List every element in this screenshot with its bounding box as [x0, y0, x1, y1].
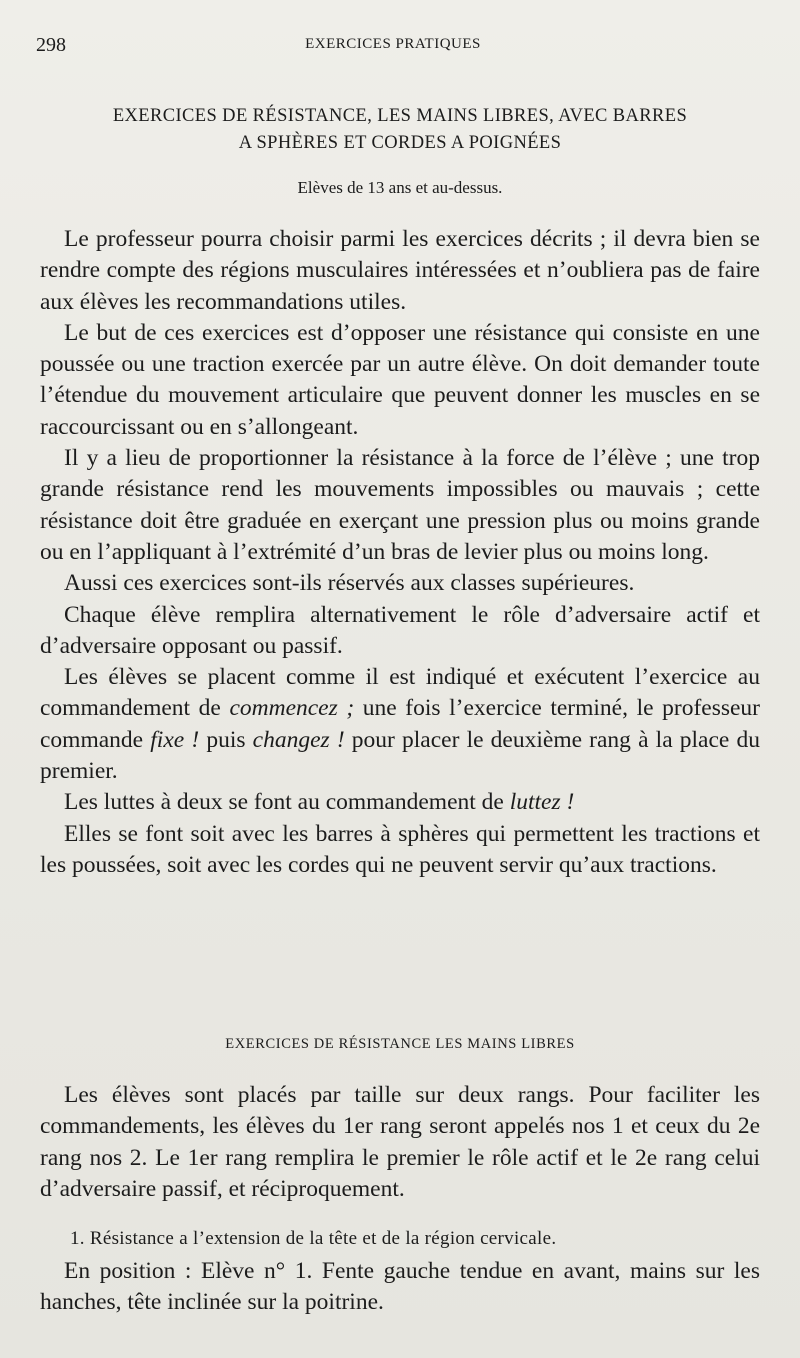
paragraph-6-text-c: puis	[199, 726, 253, 753]
exercise-1-heading: 1. Résistance a l’extension de la tête et de la région cervicale.	[70, 1228, 557, 1249]
paragraph-7	[40, 787, 760, 818]
paragraph-3: Il y a lieu de proportionner la résistance à la force de l’élève ; une trop grande résistance rend les mouvements impossibles ou mauvais ; cette résistance doit être graduée en exerçant une pression plus ou moins grande ou en l’appliquant à l’extrémité d’un bras de levier plus ou moins long.	[40, 445, 760, 565]
subsection-paragraph: Les élèves sont placés par taille sur deux rangs. Pour faciliter les commandements, les élèves du 1er rang seront appelés nos 1 et ceux du 2e rang nos 2. Le 1er rang remplira le premier le rôle actif et le 2e rang celui d’adversaire passif, et réciproquement.	[40, 1082, 760, 1202]
command-fixe: fixe !	[150, 726, 200, 753]
paragraph-1: Le professeur pourra choisir parmi les exercices décrits ; il devra bien se rendre compte des régions musculaires intéressées et n’oubliera pas de faire aux élèves les recommandations utiles.	[40, 226, 760, 315]
running-title: EXERCICES PRATIQUES	[305, 36, 481, 52]
command-changez: changez !	[252, 726, 345, 753]
paragraph-5: Chaque élève remplira alternativement le rôle d’adversaire actif et d’adversaire opposant ou passif.	[40, 601, 760, 659]
paragraph-7-text: Les luttes à deux se font au commandement de	[64, 789, 510, 816]
paragraph-4: Aussi ces exercices sont-ils réservés aux classes supérieures.	[64, 570, 635, 597]
paragraph-6-text-b: une fois l’exercice terminé, le professeur commande	[40, 695, 760, 753]
running-head	[36, 34, 750, 58]
section-subheading: Elèves de 13 ans et au-dessus.	[297, 178, 503, 197]
exercise-1-text: En position : Elève n° 1. Fente gauche tendue en avant, mains sur les hanches, tête inclinée sur la poitrine.	[40, 1258, 760, 1316]
paragraph-8: Elles se font soit avec les barres à sphères qui permettent les tractions et les poussées, soit avec les cordes qui ne peuvent servir qu’aux tractions.	[40, 820, 760, 878]
paragraph-6	[40, 662, 760, 787]
section-heading-line-2: A SPHÈRES ET CORDES A POIGNÉES	[238, 133, 562, 153]
page-number: 298	[36, 34, 66, 56]
paragraph-6-text-d: pour placer le deuxième rang à la place du premier.	[40, 726, 760, 785]
paragraph-2: Le but de ces exercices est d’opposer une résistance qui consiste en une poussée ou une traction exercée par un autre élève. On doit demander toute l’étendue du mouvement articulaire que peuvent donner les muscles en se raccourcissant ou en s’allongeant.	[40, 319, 760, 440]
section-body	[40, 224, 760, 881]
exercise-1-body	[40, 1256, 760, 1319]
subsection-body	[40, 1080, 760, 1205]
command-commencez: commencez ;	[229, 695, 355, 722]
paragraph-6-text-a: Les élèves se placent comme il est indiqué et exécutent l’exercice au commandement de	[40, 664, 760, 722]
command-luttez: luttez !	[509, 789, 575, 816]
subsection-heading: EXERCICES DE RÉSISTANCE LES MAINS LIBRES	[225, 1036, 575, 1052]
section-heading-line-1: EXERCICES DE RÉSISTANCE, LES MAINS LIBRES, AVEC BARRES	[112, 106, 688, 126]
